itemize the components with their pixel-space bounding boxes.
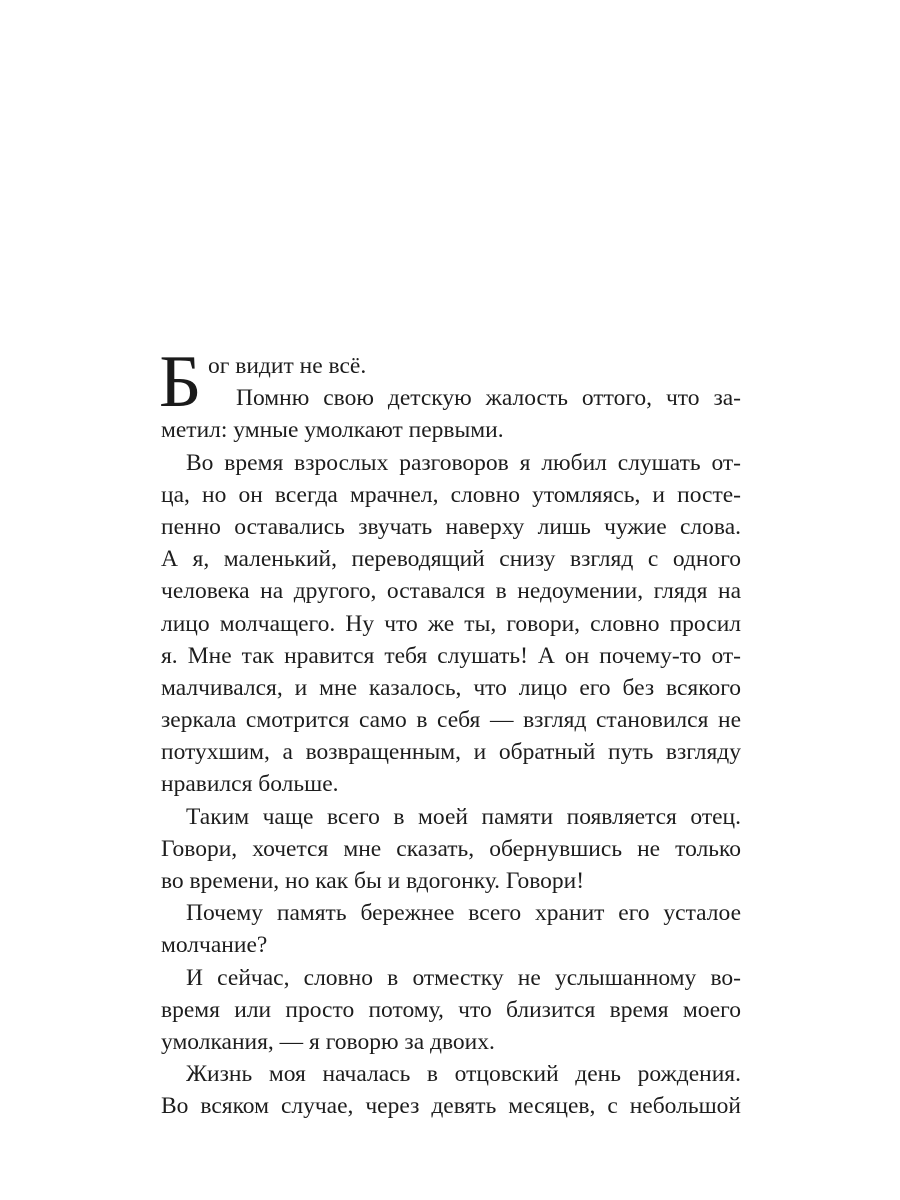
text-lines: [159, 341, 741, 1123]
text-line: Таким чаще всего в моей памяти появляется отец.: [186, 803, 741, 830]
text-line: Помню свою детскую жалость оттого, что за-: [236, 385, 741, 412]
text-line: Во всяком случае, через девять месяцев, с небольшой: [161, 1093, 741, 1120]
text-line: малчивался, и мне казалось, что лицо его без всякого: [161, 674, 741, 701]
text-line: лицо молчащего. Ну что же ты, говори, словно просил: [161, 610, 741, 637]
body-text: [159, 341, 741, 1123]
drop-cap: Б: [159, 341, 202, 423]
text-line: время или просто потому, что близится время моего: [161, 996, 741, 1023]
text-line: молчание?: [161, 932, 268, 959]
text-line: пенно оставались звучать наверху лишь чужие слова.: [161, 513, 741, 540]
text-line: нравился больше.: [161, 771, 339, 798]
text-line: человека на другого, оставался в недоумении, глядя на: [161, 578, 741, 605]
text-line: зеркала смотрится само в себя — взгляд становился не: [161, 707, 741, 734]
text-line: А я, маленький, переводящий снизу взгляд с одного: [161, 546, 741, 573]
text-line: ог видит не всё.: [208, 353, 367, 379]
text-line: потухшим, а возвращенным, и обратный путь взгляду: [161, 739, 741, 766]
text-line: Жизнь моя началась в отцовский день рождения.: [186, 1061, 741, 1088]
text-line: ца, но он всегда мрачнел, словно утомляясь, и посте-: [161, 481, 741, 508]
text-line: метил: умные умолкают первыми.: [161, 417, 504, 444]
text-line: во времени, но как бы и вдогонку. Говори!: [161, 868, 585, 894]
text-line: Почему память бережнее всего хранит его усталое: [186, 900, 741, 927]
text-line: я. Мне так нравится тебя слушать! А он почему-то от-: [161, 642, 741, 669]
text-line: Во время взрослых разговоров я любил слушать от-: [186, 449, 741, 476]
text-line: Говори, хочется мне сказать, обернувшись не только: [161, 835, 741, 862]
text-line: И сейчас, словно в отместку не услышанному во-: [186, 964, 741, 991]
text-line: умолкания, — я говорю за двоих.: [161, 1028, 495, 1055]
